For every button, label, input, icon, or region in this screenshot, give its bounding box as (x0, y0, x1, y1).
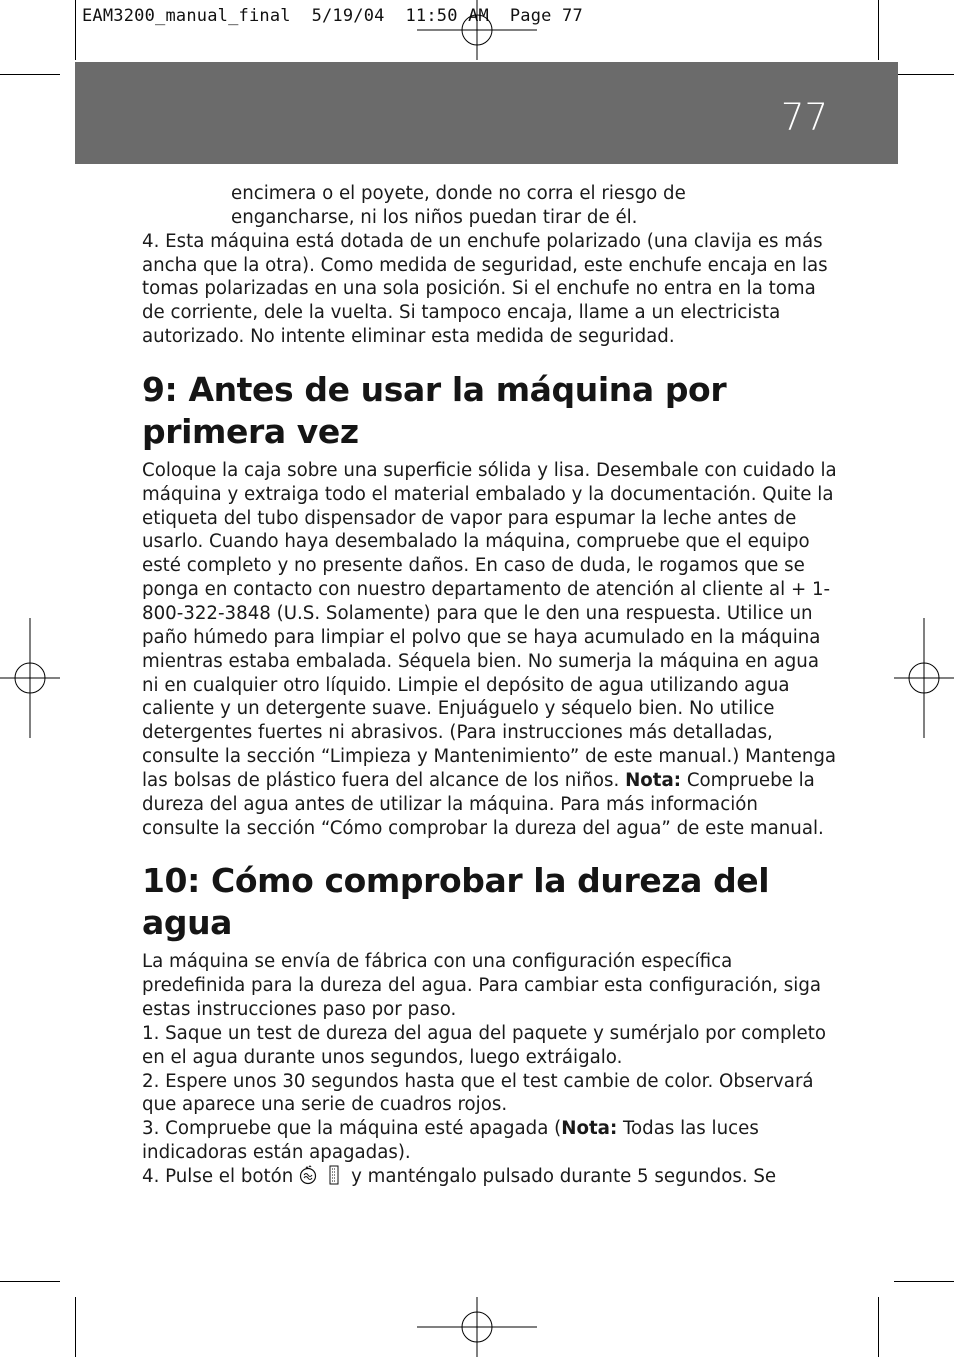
section-10-step-4 (142, 1165, 837, 1192)
section-10-intro: La máquina se envía de fábrica con una configuración específica predefinida para la dureza del agua. Para cambiar esta configuración, siga estas instrucciones paso por paso. (142, 951, 822, 1021)
header-band (75, 62, 898, 164)
section-10-step-2: 2. Espere unos 30 segundos hasta que el test cambie de color. Observará que aparece una serie de cuadros rojos. (142, 1070, 814, 1116)
crop-mark-top-right-h (894, 74, 954, 75)
hardness-indicator-icon (327, 1165, 341, 1192)
registration-mark-right-icon (894, 618, 954, 738)
continued-text-line-2: engancharse, ni los niños puedan tirar de él. (231, 206, 638, 228)
step-3-text-end: Todas las luces indicadoras están apagadas). (142, 1118, 759, 1164)
section-9-heading: 9: Antes de usar la máquina por primera vez (142, 369, 727, 451)
section-10-heading: 10: Cómo comprobar la dureza del agua (142, 861, 770, 943)
section-9-body (142, 459, 837, 841)
page-content (142, 182, 837, 1192)
section-9-note-label: Nota: (625, 769, 682, 791)
steam-button-icon (297, 1165, 319, 1192)
step-3-note-label: Nota: (561, 1118, 618, 1140)
crop-mark-bottom-left-h (0, 1281, 60, 1282)
step-3-text-start: 3. Compruebe que la máquina esté apagada ( (142, 1118, 562, 1140)
section-9-text: Coloque la caja sobre una superficie sólida y lisa. Desembale con cuidado la máquina y extraiga todo el material embalado y la documentación. Quite la etiqueta del tubo dispensador de vapor para espumar la leche antes de usarlo. Cuando haya desembalado la máquina, compruebe que el equipo esté completo y no presente daños. En caso de duda, le rogamos que se ponga en contacto con nuestro departamento de atención al cliente al + 1-800-322-3848 (U.S. Solamente) para que le den una respuesta. Utilice un paño húmedo para limpiar el polvo que se haya acumulado en la máquina mientras estaba embalada. Séquela bien. No sumerja la máquina en agua ni en cualquier otro líquido. Limpie el depósito de agua utilizando agua caliente y un detergente suave. Enjuáguelo y séquelo bien. No utilice detergentes fuertes ni abrasivos. (Para instrucciones más detalladas, consulte la sección “Limpieza y Mantenimiento” de este manual.) Mantenga las bolsas de plástico fuera del alcance de los niños. (142, 459, 837, 791)
crop-mark-top-right-v (878, 0, 879, 60)
section-10-step-1: 1. Saque un test de dureza del agua del paquete y sumérjalo por completo en el agua durante unos segundos, luego extráigalo. (142, 1022, 826, 1068)
crop-mark-bottom-right-v (878, 1297, 879, 1357)
page-number: 77 (780, 96, 828, 139)
registration-mark-bottom-icon (417, 1297, 537, 1357)
crop-mark-bottom-left-v (75, 1297, 76, 1357)
section-10-step-3 (142, 1117, 837, 1165)
crop-mark-bottom-right-h (894, 1281, 954, 1282)
printer-slug: EAM3200_manual_final 5/19/04 11:50 AM Page 77 (82, 6, 583, 26)
registration-mark-left-icon (0, 618, 60, 738)
step-4-text-end: y manténgalo pulsado durante 5 segundos. Se (351, 1166, 777, 1187)
crop-mark-top-left-h (0, 74, 60, 75)
section-9-note-text: Compruebe la dureza del agua antes de utilizar la máquina. Para más información consulte la sección “Cómo comprobar la dureza del agua” de este manual. (142, 769, 824, 839)
item-4-paragraph: 4. Esta máquina está dotada de un enchufe polarizado (una clavija es más ancha que la otra). Como medida de seguridad, este enchufe encaja en las tomas polarizadas en una sola posición. Si el enchufe no entra en la toma de corriente, dele la vuelta. Si tampoco encaja, llame a un electricista autorizado. No intente eliminar esta medida de seguridad. (142, 230, 828, 348)
step-4-text-start: 4. Pulse el botón (142, 1166, 294, 1187)
continued-text-line-1: encimera o el poyete, donde no corra el riesgo de (231, 183, 686, 204)
registration-mark-top-icon (417, 0, 537, 60)
crop-mark-top-left-v (75, 0, 76, 60)
